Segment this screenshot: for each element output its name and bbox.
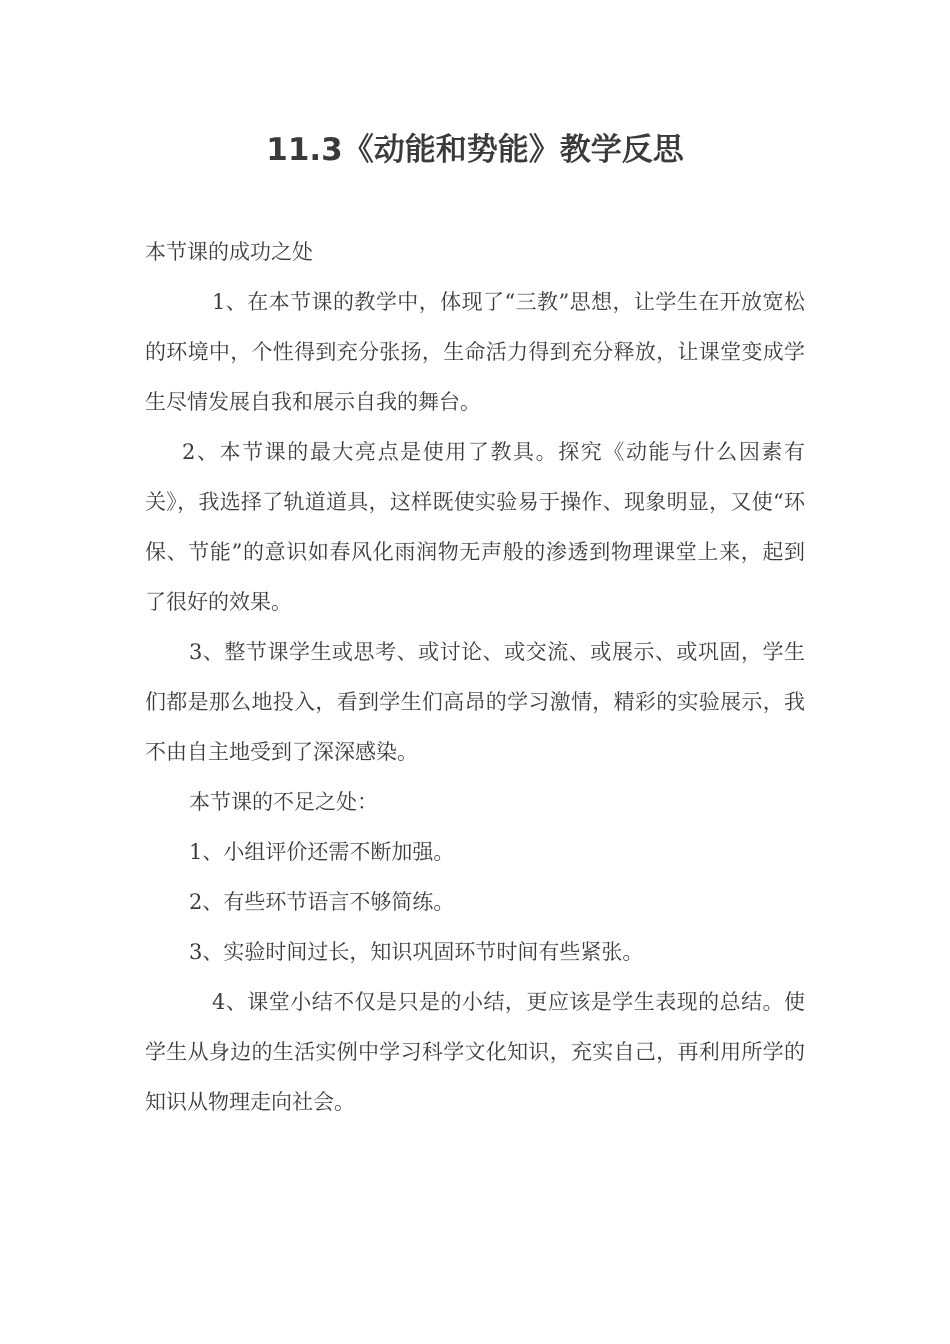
paragraph-shortcoming-point-2: 2、有些环节语言不够简练。: [189, 890, 455, 914]
paragraph-success-point-1: 1、在本节课的教学中，体现了“三教”思想，让学生在开放宽松的环境中，个性得到充分张扬，生命活力得到充分释放，让课堂变成学生尽情发展自我和展示自我的舞台。: [145, 290, 805, 414]
paragraph-success-heading: 本节课的成功之处: [145, 240, 313, 264]
document-title: 11.3《动能和势能》教学反思: [266, 132, 684, 168]
paragraph-success-point-3: 3、整节课学生或思考、或讨论、或交流、或展示、或巩固，学生们都是那么地投入，看到学生们高昂的学习激情，精彩的实验展示，我不由自主地受到了深深感染。: [145, 640, 805, 764]
paragraph-shortcoming-point-3: 3、实验时间过长，知识巩固环节时间有些紧张。: [189, 940, 644, 964]
paragraph-shortcoming-heading: 本节课的不足之处：: [189, 790, 378, 814]
paragraph-success-point-2: 2、本节课的最大亮点是使用了教具。探究《动能与什么因素有关》，我选择了轨道道具，这样既使实验易于操作、现象明显，又使“环保、节能”的意识如春风化雨润物无声般的渗透到物理课堂上来，起到了很好的效果。: [145, 440, 805, 614]
paragraph-shortcoming-point-1: 1、小组评价还需不断加强。: [189, 840, 455, 864]
document-body: [145, 227, 805, 1127]
paragraph-shortcoming-point-4: 4、课堂小结不仅是只是的小结，更应该是学生表现的总结。使学生从身边的生活实例中学习科学文化知识，充实自己，再利用所学的知识从物理走向社会。: [145, 990, 805, 1114]
